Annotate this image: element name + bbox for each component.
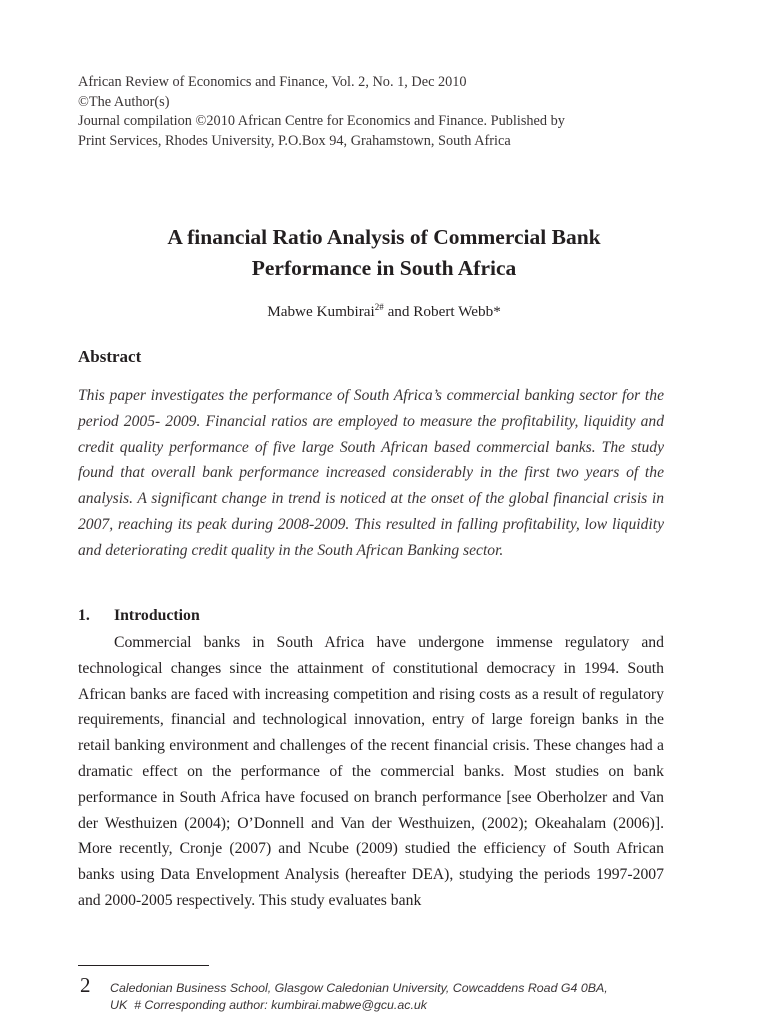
author-2: Robert Webb*	[413, 303, 501, 321]
introduction-text	[78, 630, 664, 914]
compilation-line: Journal compilation ©2010 African Centre for Economics and Finance. Published by	[78, 113, 565, 130]
copyright-line: ©The Author(s)	[78, 93, 170, 110]
author-1: Mabwe Kumbirai	[267, 303, 375, 321]
abstract-heading: Abstract	[78, 347, 142, 366]
author-1-footnote-mark: 2#	[374, 302, 384, 312]
paper-title	[78, 222, 690, 284]
publisher-line: Print Services, Rhodes University, P.O.Box 94, Grahamstown, South Africa	[78, 132, 511, 149]
section-heading	[78, 607, 200, 625]
footnote-divider	[78, 965, 209, 966]
title-line-2: Performance in South Africa	[251, 256, 517, 280]
author-joiner: and	[383, 303, 414, 321]
abstract-text: This paper investigates the performance of South Africa’s commercial banking sector for the period 2005- 2009. Financial ratios are employed to measure the profitability, liquidity and credit quality performance of five large South African based commercial banks. The study found that overall bank performance increased considerably in the first two years of the analysis. A significant change in trend is noticed at the onset of the global financial crisis in 2007, reaching its peak during 2008-2009. This resulted in falling profitability, low liquidity and deteriorating credit quality in the South African Banking sector.	[78, 387, 664, 559]
journal-header	[78, 73, 698, 151]
footnote-line-1: Caledonian Business School, Glasgow Caledonian University, Cowcaddens Road G4 0BA,	[110, 981, 608, 995]
footnote-text	[110, 980, 670, 1014]
author-line	[78, 302, 690, 321]
introduction-paragraph: Commercial banks in South Africa have undergone immense regulatory and technological changes since the attainment of constitutional democracy in 1994. South African banks are faced with increasing competition and rising costs as a result of regulatory requirements, financial and technological innovation, entry of large foreign banks in the retail banking environment and challenges of the recent financial crisis. These changes had a dramatic effect on the performance of the commercial banks. Most studies on bank performance in South Africa have focused on branch performance [see Oberholzer and Van der Westhuizen (2004); O’Donnell and Van der Westhuizen, (2002); Okeahalam (2006)]. More recently, Cronje (2007) and Ncube (2009) studied the efficiency of South African banks using Data Envelopment Analysis (hereafter DEA), studying the periods 1997-2007 and 2000-2005 respectively. This study evaluates bank	[78, 634, 664, 909]
footnote-line-2: UK # Corresponding author: kumbirai.mabwe@gcu.ac.uk	[110, 998, 427, 1012]
footnote-number: 2	[80, 973, 91, 997]
journal-citation: African Review of Economics and Finance, Vol. 2, No. 1, Dec 2010	[78, 74, 467, 90]
section-number: 1.	[78, 607, 90, 624]
title-line-1: A financial Ratio Analysis of Commercial Bank	[167, 225, 601, 249]
section-title: Introduction	[114, 607, 200, 624]
